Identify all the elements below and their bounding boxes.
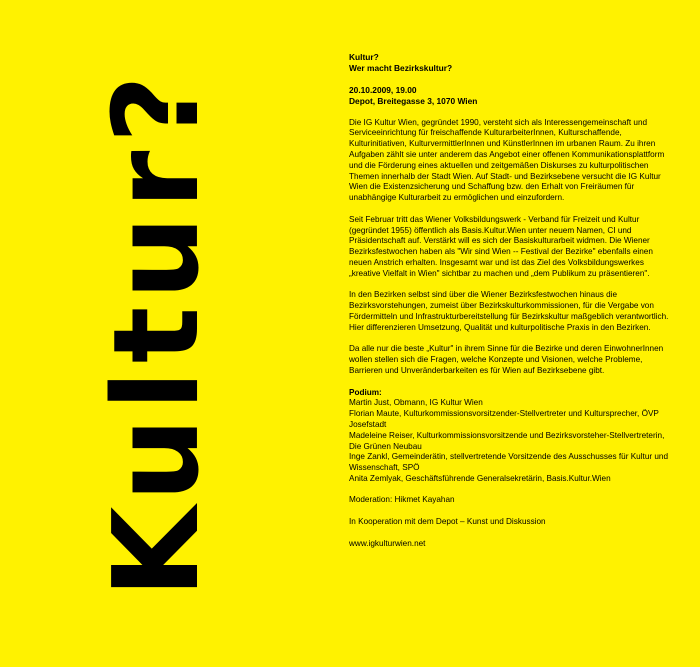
podium-member: Martin Just, Obmann, IG Kultur Wien [349,398,483,408]
event-location: Depot, Breitegasse 3, 1070 Wien [349,95,478,106]
moderation-text: Moderation: Hikmet Kayahan [349,495,455,505]
heading-line-2: Wer macht Bezirkskultur? [349,63,453,73]
website-link[interactable]: www.igkulturwien.net [349,538,426,548]
paragraph-ig-kultur: Die IG Kultur Wien, gegründet 1990, versteht sich als Interessengemeinschaft und Serviceeinrichtung für freischaffende KulturarbeiterInnen, Kulturschaffende, Kulturinitiativen, KulturvermittlerInnen und KünstlerInnen im urbanen Raum. Zu ihren Aufgaben zählt sie unter anderem das Angebot einer offenen Kommunikationsplattform und die Förderung eines aktuellen und zeitgemäßen Diskurses zu kulturpolitischen Themen innerhalb der Stadt Wien. Auf Stadt- und Bezirksebene versucht die IG Kultur Wien die Existenzsicherung und Schaffung bzw. den Erhalt von Freiräumen für unabhängige Kulturarbeit zu ermöglichen und einzufordern. [349,117,665,203]
paragraph-fragen: Da alle nur die beste „Kultur" in ihrem Sinne für die Bezirke und deren EinwohnerInnen wollen stellen sich die Fragen, welche Konzepte und Visionen, welche Probleme, Barrieren und Unveränderbarkeiten es für Wien auf Bezirksebene gibt. [349,344,664,375]
podium-member: Inge Zankl, Gemeinderätin, stellvertretende Vorsitzende des Ausschusses für Kultur und Wissenschaft, SPÖ [349,452,669,473]
heading-line-1: Kultur? [349,52,379,62]
podium-block [349,388,674,485]
heading-block [349,52,674,74]
cooperation-text: In Kooperation mit dem Depot – Kunst und Diskussion [349,517,546,527]
podium-member: Madeleine Reiser, Kulturkommissionsvorsitzende und Bezirksvorsteher-Stellvertreterin, Die Grünen Neubau [349,430,665,451]
podium-label: Podium: [349,387,382,397]
podium-member: Anita Zemlyak, Geschäftsführende Generalsekretärin, Basis.Kultur.Wien [349,473,611,483]
paragraph-volksbildungswerk: Seit Februar tritt das Wiener Volksbildungswerk - Verband für Freizeit und Kultur (gegründet 1955) öffentlich als Basis.Kultur.Wien unter neuem Namen, CI und Präsidentschaft auf. Verstärkt will es sich der Basiskulturarbeit widmen. Die Wiener Bezirksfestwochen haben als "Wir sind Wien -- Festival der Bezirke" ebenfalls einen neuen Anstrich erhalten. Insgesamt war und ist das Ziel des Volksbildungswerkes „kreative Vielfalt in Wien" sichtbar zu machen und „dem Publikum zu präsentieren". [349,214,653,278]
event-datetime: 20.10.2009, 19.00 [349,84,417,95]
vertical-title: Kultur? [87,68,225,598]
event-block [349,85,674,107]
paragraph-bezirke: In den Bezirken selbst sind über die Wiener Bezirksfestwochen hinaus die Bezirksvorstehungen, zumeist über Bezirkskulturkommissionen, für die Vergabe von Fördermitteln und Infrastrukturbereitstellung für Bezirkskultur maßgeblich verantwortlich. Hier differenzieren Umsetzung, Qualität und kulturpolitische Praxis in den Bezirken. [349,290,669,332]
content-column [349,52,674,549]
podium-member: Florian Maute, Kulturkommissionsvorsitzender-Stellvertreter und Kultursprecher, ÖVP Josefstadt [349,409,659,429]
